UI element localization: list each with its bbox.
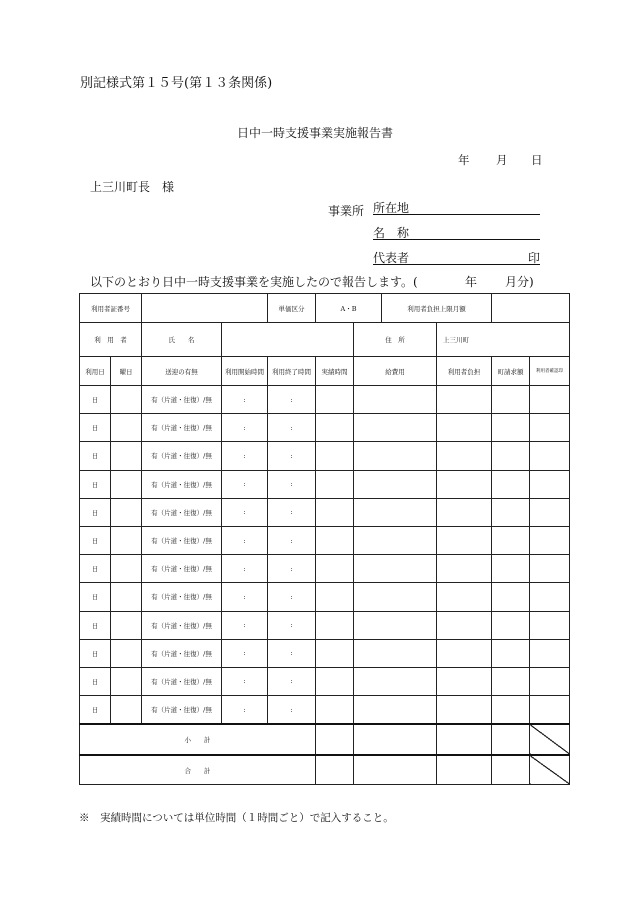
town-claim-cell[interactable] xyxy=(492,498,530,526)
user-burden-cell[interactable] xyxy=(437,639,492,667)
footnote: ※ 実績時間については単位時間（１時間ごと）で記入すること。 xyxy=(79,812,394,824)
end-time-cell[interactable]: : xyxy=(268,555,316,583)
use-day-cell[interactable]: 日 xyxy=(80,526,111,554)
total-fee[interactable] xyxy=(354,755,437,785)
transport-cell[interactable]: 有（片道・往復）/無 xyxy=(142,442,222,470)
table-row xyxy=(80,526,570,554)
actual-hours-cell[interactable] xyxy=(316,667,354,695)
office-name-label: 名 称 xyxy=(373,226,410,240)
transport-cell[interactable]: 有（片道・往復）/無 xyxy=(142,583,222,611)
report-table xyxy=(79,293,570,785)
col-start-time: 利用開始時間 xyxy=(222,357,268,386)
weekday-cell[interactable] xyxy=(111,583,142,611)
fee-cell[interactable] xyxy=(354,442,437,470)
user-confirm-cell[interactable] xyxy=(530,611,570,639)
subtotal-confirm-diagonal xyxy=(530,724,570,755)
document-title: 日中一時支援事業実施報告書 xyxy=(236,126,393,140)
actual-hours-cell[interactable] xyxy=(316,470,354,498)
user-burden-cell[interactable] xyxy=(437,470,492,498)
subtotal-actual-hours[interactable] xyxy=(316,724,354,755)
table-row-cert xyxy=(80,294,570,323)
date-day-label: 日 xyxy=(531,153,543,167)
table-row xyxy=(80,442,570,470)
fee-cell[interactable] xyxy=(354,583,437,611)
transport-cell[interactable]: 有（片道・往復）/無 xyxy=(142,470,222,498)
start-time-cell[interactable]: : xyxy=(222,583,268,611)
use-day-cell[interactable]: 日 xyxy=(80,442,111,470)
weekday-cell[interactable] xyxy=(111,667,142,695)
fee-cell[interactable] xyxy=(354,639,437,667)
transport-cell[interactable]: 有（片道・往復）/無 xyxy=(142,639,222,667)
representative-label: 代表者 xyxy=(373,251,410,265)
col-transport: 送迎の有無 xyxy=(142,357,222,386)
transport-cell[interactable]: 有（片道・往復）/無 xyxy=(142,498,222,526)
use-day-cell[interactable]: 日 xyxy=(80,498,111,526)
actual-hours-cell[interactable] xyxy=(316,555,354,583)
subtotal-fee[interactable] xyxy=(354,724,437,755)
weekday-cell[interactable] xyxy=(111,639,142,667)
subtotal-town-claim[interactable] xyxy=(492,724,530,755)
statement-month-label: 月分) xyxy=(505,275,534,289)
use-day-cell[interactable]: 日 xyxy=(80,470,111,498)
start-time-cell[interactable]: : xyxy=(222,696,268,725)
actual-hours-cell[interactable] xyxy=(316,386,354,414)
weekday-cell[interactable] xyxy=(111,696,142,725)
table-row xyxy=(80,470,570,498)
fee-cell[interactable] xyxy=(354,498,437,526)
actual-hours-cell[interactable] xyxy=(316,414,354,442)
user-burden-cell[interactable] xyxy=(437,555,492,583)
actual-hours-cell[interactable] xyxy=(316,526,354,554)
actual-hours-cell[interactable] xyxy=(316,639,354,667)
subtotal-row xyxy=(80,724,570,755)
col-end-time: 利用終了時間 xyxy=(268,357,316,386)
start-time-cell[interactable]: : xyxy=(222,470,268,498)
total-row xyxy=(80,755,570,785)
actual-hours-cell[interactable] xyxy=(316,498,354,526)
town-claim-cell[interactable] xyxy=(492,696,530,725)
weekday-cell[interactable] xyxy=(111,414,142,442)
table-row xyxy=(80,555,570,583)
table-row xyxy=(80,386,570,414)
table-row xyxy=(80,611,570,639)
start-time-cell[interactable]: : xyxy=(222,498,268,526)
subtotal-user-burden[interactable] xyxy=(437,724,492,755)
user-confirm-cell[interactable] xyxy=(530,639,570,667)
user-confirm-cell[interactable] xyxy=(530,526,570,554)
date-month-label: 月 xyxy=(496,153,508,167)
weekday-cell[interactable] xyxy=(111,555,142,583)
table-row-user xyxy=(80,323,570,357)
start-time-cell[interactable]: : xyxy=(222,386,268,414)
use-day-cell[interactable]: 日 xyxy=(80,667,111,695)
user-confirm-cell[interactable] xyxy=(530,442,570,470)
table-row xyxy=(80,498,570,526)
user-confirm-cell[interactable] xyxy=(530,555,570,583)
statement-year-label: 年 xyxy=(465,275,478,289)
total-actual-hours[interactable] xyxy=(316,755,354,785)
town-claim-cell[interactable] xyxy=(492,470,530,498)
weekday-cell[interactable] xyxy=(111,470,142,498)
user-confirm-cell[interactable] xyxy=(530,696,570,725)
table-row xyxy=(80,414,570,442)
use-day-cell[interactable]: 日 xyxy=(80,386,111,414)
weekday-cell[interactable] xyxy=(111,526,142,554)
end-time-cell[interactable]: : xyxy=(268,526,316,554)
transport-cell[interactable]: 有（片道・往復）/無 xyxy=(142,526,222,554)
col-user-confirm-seal: 利用者確認印 xyxy=(530,357,570,386)
start-time-cell[interactable]: : xyxy=(222,442,268,470)
recipient: 上三川町長 様 xyxy=(90,180,175,194)
actual-hours-cell[interactable] xyxy=(316,442,354,470)
transport-cell[interactable]: 有（片道・往復）/無 xyxy=(142,386,222,414)
end-time-cell[interactable]: : xyxy=(268,639,316,667)
end-time-cell[interactable]: : xyxy=(268,442,316,470)
form-number: 別記様式第１５号(第１３条関係) xyxy=(80,76,273,91)
end-time-cell[interactable]: : xyxy=(268,611,316,639)
col-actual-hours: 実績時間 xyxy=(316,357,354,386)
transport-cell[interactable]: 有（片道・往復）/無 xyxy=(142,414,222,442)
start-time-cell[interactable]: : xyxy=(222,639,268,667)
fee-cell[interactable] xyxy=(354,526,437,554)
table-row xyxy=(80,639,570,667)
start-time-cell[interactable]: : xyxy=(222,414,268,442)
town-claim-cell[interactable] xyxy=(492,386,530,414)
address-label-cell: 住 所 xyxy=(354,323,437,357)
actual-hours-cell[interactable] xyxy=(316,611,354,639)
use-day-cell[interactable]: 日 xyxy=(80,583,111,611)
unit-category-value[interactable]: A・B xyxy=(316,294,382,323)
col-fee: 給費用 xyxy=(354,357,437,386)
total-user-burden[interactable] xyxy=(437,755,492,785)
table-row xyxy=(80,667,570,695)
table-row xyxy=(80,696,570,725)
town-claim-cell[interactable] xyxy=(492,583,530,611)
transport-cell[interactable]: 有（片道・往復）/無 xyxy=(142,611,222,639)
total-label: 合 計 xyxy=(80,755,316,785)
user-confirm-cell[interactable] xyxy=(530,667,570,695)
use-day-cell[interactable]: 日 xyxy=(80,414,111,442)
address-label: 所在地 xyxy=(373,201,410,215)
transport-cell[interactable]: 有（片道・往復）/無 xyxy=(142,696,222,725)
name-input[interactable] xyxy=(222,323,354,357)
fee-cell[interactable] xyxy=(354,667,437,695)
weekday-cell[interactable] xyxy=(111,611,142,639)
end-time-cell[interactable]: : xyxy=(268,667,316,695)
town-claim-cell[interactable] xyxy=(492,639,530,667)
col-user-burden: 利用者負担 xyxy=(437,357,492,386)
actual-hours-cell[interactable] xyxy=(316,583,354,611)
use-day-cell[interactable]: 日 xyxy=(80,639,111,667)
user-confirm-cell[interactable] xyxy=(530,498,570,526)
date-year-label: 年 xyxy=(458,153,470,167)
start-time-cell[interactable]: : xyxy=(222,611,268,639)
town-claim-cell[interactable] xyxy=(492,667,530,695)
user-cert-input[interactable] xyxy=(142,294,268,323)
end-time-cell[interactable]: : xyxy=(268,498,316,526)
name-label: 氏 名 xyxy=(142,323,222,357)
table-row xyxy=(80,583,570,611)
office-name-field[interactable] xyxy=(373,224,540,240)
user-confirm-cell[interactable] xyxy=(530,583,570,611)
user-burden-cell[interactable] xyxy=(437,414,492,442)
total-confirm-diagonal xyxy=(530,755,570,785)
user-burden-cell[interactable] xyxy=(437,611,492,639)
start-time-cell[interactable]: : xyxy=(222,526,268,554)
representative-field[interactable] xyxy=(373,249,540,265)
town-claim-cell[interactable] xyxy=(492,442,530,470)
report-statement: 以下のとおり日中一時支援事業を実施したので報告します。( xyxy=(90,275,418,289)
total-town-claim[interactable] xyxy=(492,755,530,785)
user-burden-cell[interactable] xyxy=(437,696,492,725)
end-time-cell[interactable]: : xyxy=(268,386,316,414)
user-confirm-cell[interactable] xyxy=(530,470,570,498)
burden-limit-label: 利用者負担上限月額 xyxy=(382,294,492,323)
address-field[interactable] xyxy=(373,199,540,215)
start-time-cell[interactable]: : xyxy=(222,555,268,583)
town-claim-cell[interactable] xyxy=(492,414,530,442)
fee-cell[interactable] xyxy=(354,414,437,442)
user-label: 利 用 者 xyxy=(80,323,142,357)
user-burden-cell[interactable] xyxy=(437,442,492,470)
office-label: 事業所 xyxy=(328,204,365,218)
burden-limit-input[interactable] xyxy=(492,294,570,323)
user-address-input[interactable]: 上三川町 xyxy=(437,323,570,357)
user-burden-cell[interactable] xyxy=(437,386,492,414)
table-header-row xyxy=(80,357,570,386)
user-burden-cell[interactable] xyxy=(437,526,492,554)
town-claim-cell[interactable] xyxy=(492,611,530,639)
subtotal-label: 小 計 xyxy=(80,724,316,755)
user-cert-label: 利用者証番号 xyxy=(80,294,142,323)
town-claim-cell[interactable] xyxy=(492,555,530,583)
user-confirm-cell[interactable] xyxy=(530,414,570,442)
user-burden-cell[interactable] xyxy=(437,498,492,526)
fee-cell[interactable] xyxy=(354,611,437,639)
end-time-cell[interactable]: : xyxy=(268,470,316,498)
town-claim-cell[interactable] xyxy=(492,526,530,554)
end-time-cell[interactable]: : xyxy=(268,583,316,611)
user-burden-cell[interactable] xyxy=(437,667,492,695)
weekday-cell[interactable] xyxy=(111,386,142,414)
use-day-cell[interactable]: 日 xyxy=(80,696,111,725)
unit-category-label: 単価区分 xyxy=(268,294,316,323)
col-weekday: 曜日 xyxy=(111,357,142,386)
use-day-cell[interactable]: 日 xyxy=(80,555,111,583)
transport-cell[interactable]: 有（片道・往復）/無 xyxy=(142,667,222,695)
fee-cell[interactable] xyxy=(354,470,437,498)
col-use-date: 利用日 xyxy=(80,357,111,386)
col-town-claim: 町請求額 xyxy=(492,357,530,386)
use-day-cell[interactable]: 日 xyxy=(80,611,111,639)
fee-cell[interactable] xyxy=(354,696,437,725)
user-burden-cell[interactable] xyxy=(437,583,492,611)
weekday-cell[interactable] xyxy=(111,442,142,470)
seal-mark: 印 xyxy=(527,251,540,265)
end-time-cell[interactable]: : xyxy=(268,696,316,725)
user-confirm-cell[interactable] xyxy=(530,386,570,414)
transport-cell[interactable]: 有（片道・往復）/無 xyxy=(142,555,222,583)
weekday-cell[interactable] xyxy=(111,498,142,526)
end-time-cell[interactable]: : xyxy=(268,414,316,442)
fee-cell[interactable] xyxy=(354,386,437,414)
fee-cell[interactable] xyxy=(354,555,437,583)
start-time-cell[interactable]: : xyxy=(222,667,268,695)
actual-hours-cell[interactable] xyxy=(316,696,354,725)
